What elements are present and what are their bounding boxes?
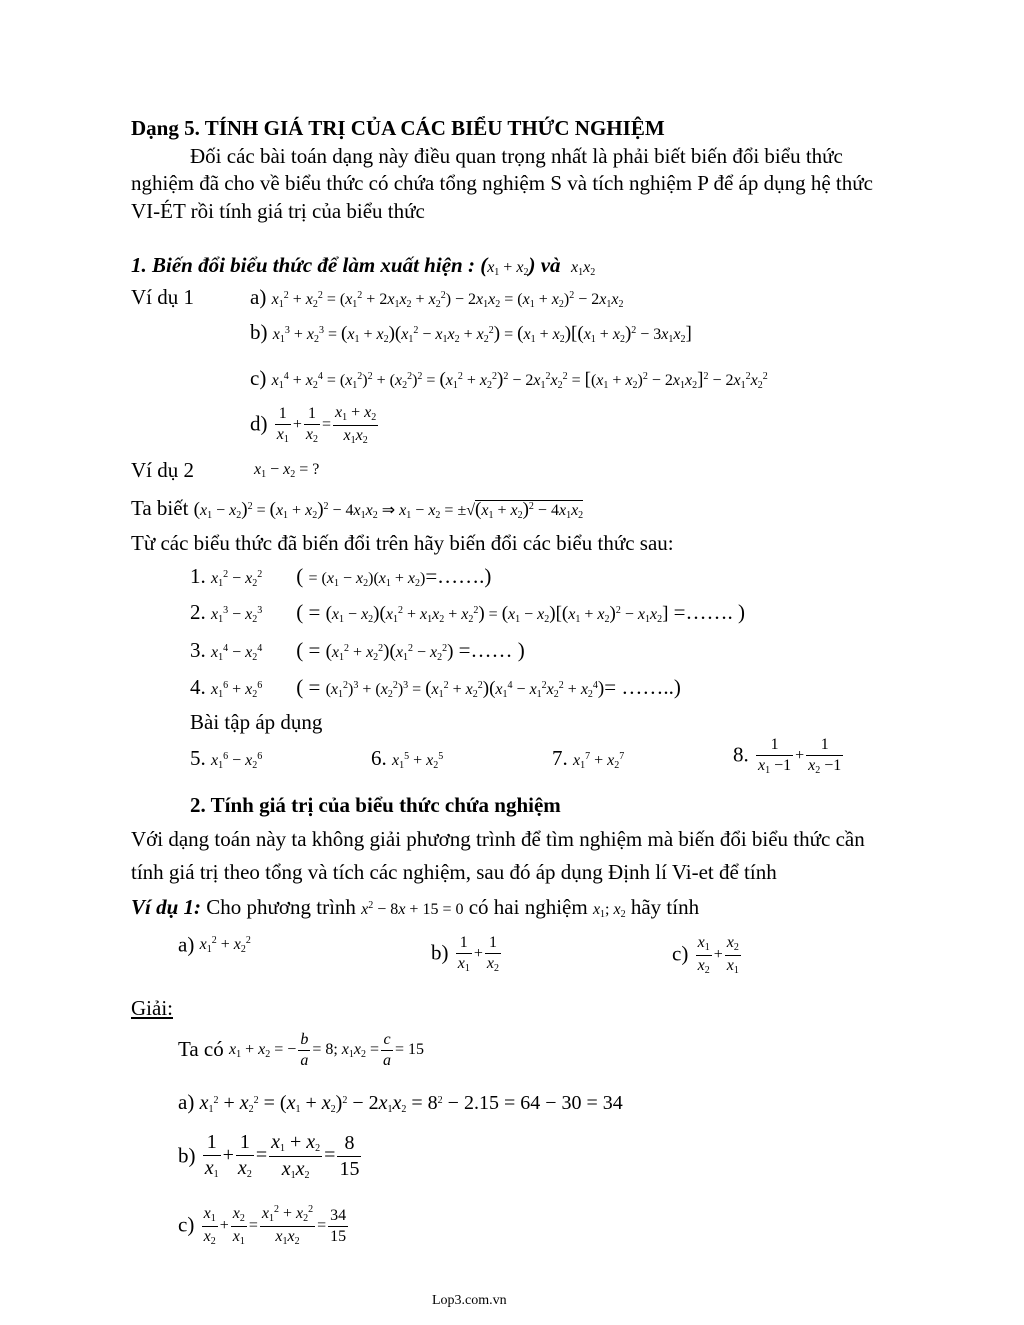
exercise-7-label: 7. xyxy=(552,746,568,770)
example-1-roots: $x_1$; $x_2$ xyxy=(592,901,626,920)
sum-expr: $x_1 + x_2$ xyxy=(487,259,529,278)
part1-heading: 1. Biến đổi biểu thức để làm xuất hiện : $(x_1 + x_2)$ và $x_1x_2$ xyxy=(131,253,596,278)
item-4-hint: $(x_1^2)^3 + (x_2^2)^3 = (x_1^2 + x_2^2)(x_1^4 - x_1^2x_2^2 + x_2^4)$ xyxy=(325,678,605,700)
vd1-d xyxy=(250,403,380,447)
formula-ta-biet: $(x_1 - x_2)^2 = (x_1 + x_2)^2 - 4x_1x_2$ ⇒ $x_1 - x_2 = \pm√(x_1 + x_2)^2 - 4x_1x_2$ xyxy=(193,499,584,521)
label-a: a) xyxy=(250,285,267,309)
vieta-formula: $x_1 + x_2$ = − $\frac{b}{a}$ = 8; $x_1x_2$ = $\frac{c}{a}$ = 15 xyxy=(229,1031,425,1069)
item-3-hint: $(x_1^2 + x_2^2)(x_1^2 - x_2^2)$ xyxy=(325,641,454,663)
product-expr: $x_1x_2$ xyxy=(571,259,596,278)
part2-line-2: tính giá trị theo tổng và tích các nghiệm, sau đó áp dụng Định lí Vi-et để tính xyxy=(131,860,777,884)
solution-b xyxy=(178,1130,363,1182)
item-3: 3. $x_1^4 - x_2^4$ ( = $(x_1^2 + x_2^2)(x_1^2 - x_2^2)$ =…… ) xyxy=(190,638,525,663)
example-1-label: Ví dụ 1: xyxy=(131,895,202,919)
item-2-expr: $x_1^3 - x_2^3$ xyxy=(211,605,263,625)
intro-line-3: VI-ÉT rồi tính giá trị của biểu thức xyxy=(131,199,425,223)
solution-c-expr: $\frac{x_1}{x_2}$ + $\frac{x_2}{x_1}$ = $\frac{x_1^2 + x_2^2}{x_1x_2}$ = $\frac{34}{15}$ xyxy=(203,1204,347,1247)
solution-a-expr: $x_1^2 + x_2^2 = (x_1 + x_2)^2 - 2x_1x_2 = 8^2 - 2.15 = 64 - 30 = 34$ xyxy=(199,1092,623,1115)
item-1-expr: $x_1^2 - x_2^2$ xyxy=(211,569,263,589)
question-a xyxy=(178,933,251,956)
item-1: 1. $x_1^2 - x_2^2$ ( = $(x_1 - x_2)(x_1$ + $x_2)=\dots\dots$.) xyxy=(190,564,492,589)
exercise-6 xyxy=(371,748,443,771)
exercise-6-label: 6. xyxy=(371,746,387,770)
formula-b: $x_1^3 + x_2^3 = (x_1 + x_2)(x_1^2 - x_1x_2 + x_2^2) = (x_1 + x_2)[(x_1 + x_2)^2 - 3x_1x_2]$ xyxy=(272,323,692,345)
example-1-line xyxy=(131,897,699,920)
item-2: 2. $x_1^3 - x_2^3$ ( = $(x_1 - x_2)(x_1^2 + x_1x_2 + x_2^2) = (x_1 - x_2)[(x_1 + x_2)^2 - x_1x_2]$ =……. ) xyxy=(190,600,745,625)
vd1-b xyxy=(250,322,692,345)
ta-biet: Ta biết xyxy=(131,496,189,520)
exercise-7 xyxy=(552,748,624,771)
ta-co-line xyxy=(178,1030,424,1071)
exercise-5-expr: $x_1^6 - x_2^6$ xyxy=(211,751,263,771)
item-1-hint: = $(x_1 - x_2)(x_1 + x_2)$ xyxy=(308,570,426,589)
item-4-dots: = ……..) xyxy=(604,675,681,699)
formula-c: $x_1^4 + x_2^4 = (x_1^2)^2 + (x_2^2)^2 = (x_1^2 + x_2^2)^2 - 2x_1^2x_2^2 = [(x_1 + x_2)^2 - 2x_1x_2]^2 - 2x_1^2x_2^2$ xyxy=(271,369,768,391)
item-3-dots: =…… ) xyxy=(458,638,525,662)
vd2-label: Ví dụ 2 xyxy=(131,458,194,482)
example-1-text2: có hai nghiệm xyxy=(468,895,588,919)
part1-and: và xyxy=(540,253,561,277)
item-4-label: 4. xyxy=(190,675,206,699)
question-c-expr: $\frac{x_1}{x_2}$ + $\frac{x_2}{x_1}$ xyxy=(697,934,739,976)
item-4-expr: $x_1^6 + x_2^6$ xyxy=(211,680,263,700)
vd2-question: $x_1 - x_2$ = ? xyxy=(254,461,320,480)
item-2-hint: $(x_1 - x_2)(x_1^2 + x_1x_2 + x_2^2) = (x_1 - x_2)[(x_1 + x_2)^2 - x_1x_2]$ xyxy=(325,603,669,625)
exercise-5-label: 5. xyxy=(190,746,206,770)
solution-b-label: b) xyxy=(178,1143,196,1168)
item-2-label: 2. xyxy=(190,600,206,624)
section-title: Dạng 5. TÍNH GIÁ TRỊ CỦA CÁC BIỂU THỨC NGHIỆM xyxy=(131,116,665,140)
item-1-dots: =…….) xyxy=(425,564,492,588)
solution-b-expr: $\frac{1}{x_1}$ + $\frac{1}{x_2}$ = $\frac{x_1 + x_2}{x_1x_2}$ = $\frac{8}{15}$ xyxy=(204,1131,360,1181)
example-1-equation: $x^2 - 8x + 15 = 0$ xyxy=(361,900,464,918)
question-b xyxy=(431,933,503,976)
part2-line-1: Với dạng toán này ta không giải phương trình để tìm nghiệm mà biến đổi biểu thức cần xyxy=(131,827,865,851)
question-a-label: a) xyxy=(178,932,195,957)
vd1-c xyxy=(250,368,768,391)
vd1-label: Ví dụ 1 xyxy=(131,285,194,309)
example-1-text1: Cho phương trình xyxy=(206,895,356,919)
label-b: b) xyxy=(250,320,268,344)
solution-c-label: c) xyxy=(178,1212,195,1237)
solution-a-label: a) xyxy=(178,1090,195,1114)
item-1-label: 1. xyxy=(190,564,206,588)
label-d: d) xyxy=(250,411,268,436)
item-2-dots: =……. ) xyxy=(673,600,745,624)
ta-co: Ta có xyxy=(178,1036,224,1061)
item-4: 4. $x_1^6 + x_2^6$ ( = $(x_1^2)^3 + (x_2^2)^3 = (x_1^2 + x_2^2)(x_1^4 - x_1^2x_2^2 + x_2^4)=$ ……..) xyxy=(190,675,681,700)
exercise-7-expr: $x_1^7 + x_2^7$ xyxy=(573,751,625,771)
question-c-label: c) xyxy=(672,941,689,966)
question-c xyxy=(672,933,743,977)
example-1-text3: hãy tính xyxy=(630,895,700,919)
formula-a: $x_1^2 + x_2^2 = (x_1^2 + 2x_1x_2 + x_2^2) - 2x_1x_2 = (x_1 + x_2)^2 - 2x_1x_2$ xyxy=(271,290,624,310)
solution-label: Giải: xyxy=(131,996,173,1020)
solution-c xyxy=(178,1204,350,1248)
footer: Lop3.com.vn xyxy=(432,1293,507,1308)
transform-prompt: Từ các biểu thức đã biến đổi trên hãy biến đổi các biểu thức sau: xyxy=(131,531,674,555)
solution-a xyxy=(178,1092,623,1115)
question-b-label: b) xyxy=(431,940,449,965)
item-3-expr: $x_1^4 - x_2^4$ xyxy=(211,643,263,663)
ta-biet-line xyxy=(131,498,583,521)
exercise-8-label: 8. xyxy=(733,742,749,767)
formula-d: $\frac{1}{x_1}$ + $\frac{1}{x_2}$ = $\frac{x_1 + x_2}{x_1x_2}$ xyxy=(276,404,377,446)
exercise-title: Bài tập áp dụng xyxy=(190,710,323,734)
label-c: c) xyxy=(250,366,267,390)
part2-title: 2. Tính giá trị của biểu thức chứa nghiệm xyxy=(190,793,561,817)
item-3-label: 3. xyxy=(190,638,206,662)
part1-title: 1. Biến đổi biểu thức để làm xuất hiện : xyxy=(131,253,475,277)
intro-line-2: nghiệm đã cho về biểu thức có chứa tổng nghiệm S và tích nghiệm P để áp dụng hệ thức xyxy=(131,171,873,195)
question-b-expr: $\frac{1}{x_1}$ + $\frac{1}{x_2}$ xyxy=(457,934,499,974)
exercise-6-expr: $x_1^5 + x_2^5$ xyxy=(392,751,444,771)
exercise-8 xyxy=(733,735,845,778)
vd1-a xyxy=(250,287,623,310)
question-a-expr: $x_1^2 + x_2^2$ xyxy=(199,934,251,955)
exercise-5 xyxy=(190,748,262,771)
exercise-8-expr: $\frac{1}{x_1 -1}$ + $\frac{1}{x_2 -1}$ xyxy=(758,736,842,776)
intro-line-1: Đối các bài toán dạng này điều quan trọng nhất là phải biết biến đổi biểu thức xyxy=(190,144,843,168)
